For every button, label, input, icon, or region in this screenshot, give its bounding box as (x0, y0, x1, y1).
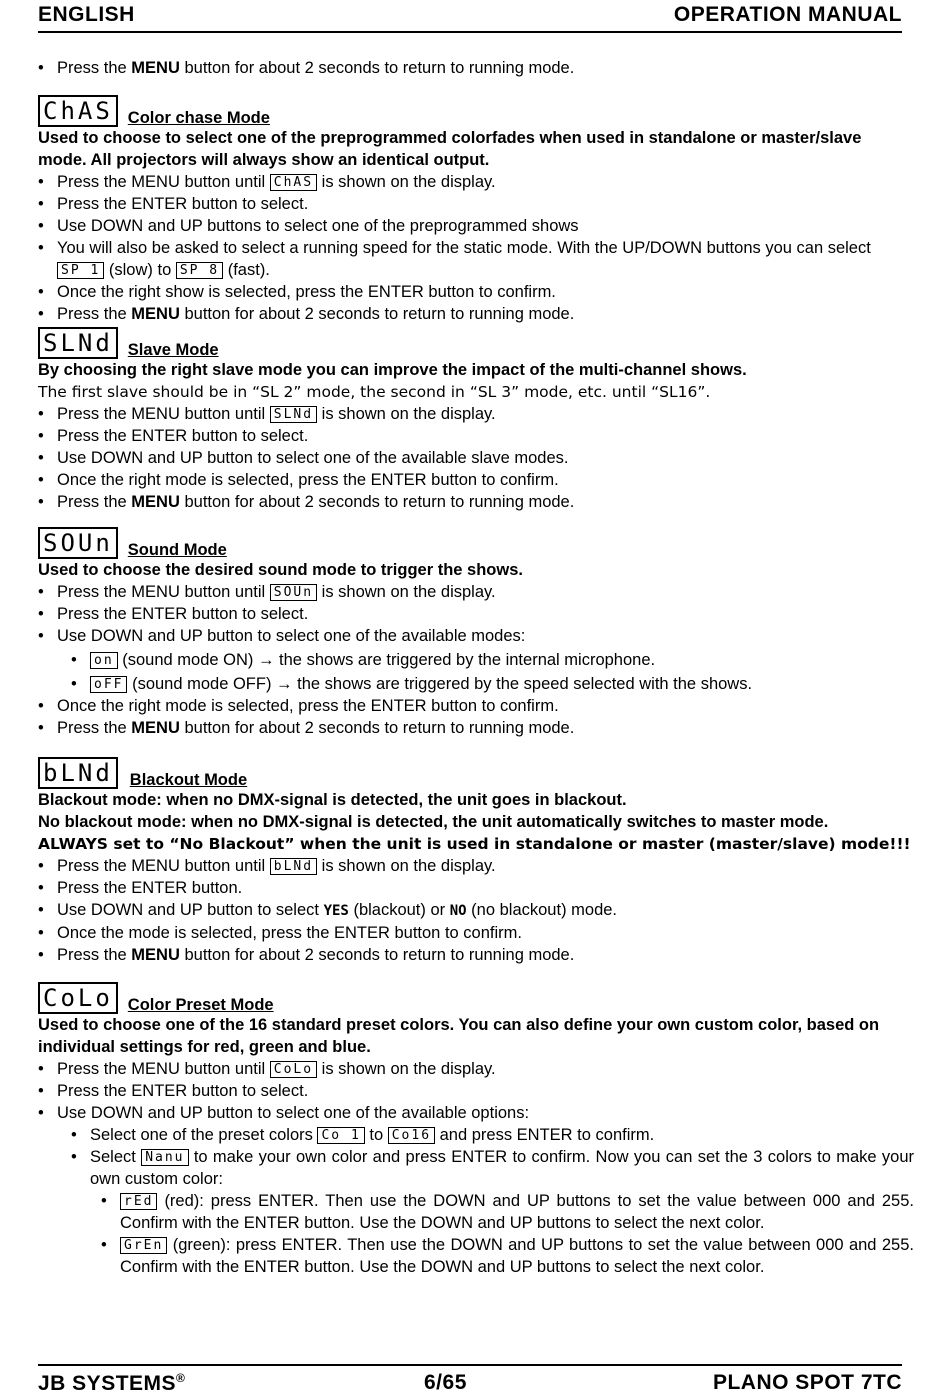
list-item: • Once the mode is selected, press the ENTER button to confirm. (38, 922, 914, 944)
lcd-display-icon: SOUn (270, 584, 317, 601)
list-item: • You will also be asked to select a running speed for the static mode. With the UP/DOWN buttons you can select SP 1 (slow) to SP 8 (fast). (38, 237, 914, 281)
section-color-chase (38, 95, 914, 325)
section-slave-mode (38, 327, 914, 513)
section-title (38, 327, 914, 359)
section-description: Used to choose to select one of the preprogrammed colorfades when used in standalone or master/slave mode. All projectors will always show an identical output. (38, 129, 862, 169)
section-heading: Slave Mode (127, 341, 219, 359)
sub-list (71, 649, 914, 695)
steps-list (38, 403, 914, 513)
list-item: • Press the MENU button until SOUn is shown on the display. (38, 581, 914, 603)
list-item: • Once the right mode is selected, press the ENTER button to confirm. (38, 695, 914, 717)
lcd-display-icon: ChAS (38, 95, 118, 127)
list-item: • rEd (red): press ENTER. Then use the DOWN and UP buttons to set the value between 000 and 255. Confirm with the ENTER button. Use the DOWN and UP buttons to select the next color. (101, 1190, 914, 1234)
lcd-display-icon: SOUn (38, 527, 118, 559)
lcd-display-icon: SP 1 (57, 262, 104, 279)
lcd-display-icon: SLNd (270, 406, 317, 423)
list-item: • Press the ENTER button to select. (38, 193, 914, 215)
lcd-display-icon: ChAS (270, 174, 317, 191)
lcd-display-icon: Co16 (388, 1127, 435, 1144)
lcd-display-icon: GrEn (120, 1237, 167, 1254)
list-item: • Once the right show is selected, press the ENTER button to confirm. (38, 281, 914, 303)
list-item: • Use DOWN and UP button to select one of the available slave modes. (38, 447, 914, 469)
footer-product: PLANO SPOT 7TC (712, 1371, 902, 1394)
section-warning: ALWAYS set to “No Blackout” when the unit is used in standalone or master (master/slave) mode!!! (38, 835, 911, 853)
lcd-display-icon: bLNd (270, 858, 317, 875)
list-item: • Press the MENU button for about 2 seconds to return to running mode. (38, 57, 914, 79)
page-header (38, 0, 902, 33)
list-item: • Select Nanu to make your own color and press ENTER to confirm. Now you can set the 3 colors to make your own custom color: (71, 1146, 914, 1190)
section-blackout-mode (38, 757, 914, 966)
list-item: • Press the ENTER button to select. (38, 1080, 914, 1102)
section-title (38, 982, 914, 1014)
sub-list (71, 1124, 914, 1190)
section-note: The first slave should be in “SL 2” mode, the second in “SL 3” mode, etc. until “SL16”. (38, 383, 711, 401)
section-title (38, 95, 914, 127)
section-description: Used to choose one of the 16 standard preset colors. You can also define your own custom color, based on individual settings for red, green and blue. (38, 1016, 880, 1056)
lcd-display-icon: on (90, 652, 118, 669)
steps-list (38, 581, 914, 647)
footer-brand: JB SYSTEMS® (38, 1371, 186, 1395)
lcd-display-icon: Nanu (141, 1149, 188, 1166)
list-item: • Press the MENU button for about 2 seconds to return to running mode. (38, 717, 914, 739)
list-item: • Press the MENU button for about 2 seconds to return to running mode. (38, 491, 914, 513)
lcd-display-icon: rEd (120, 1193, 157, 1210)
list-item: • Use DOWN and UP button to select YES (blackout) or NO (no blackout) mode. (38, 899, 914, 922)
section-heading: Sound Mode (127, 541, 227, 559)
list-item: • Press the MENU button for about 2 seconds to return to running mode. (38, 303, 914, 325)
section-title (38, 527, 914, 559)
steps-list (38, 1058, 914, 1124)
segment-text: NO (449, 903, 467, 919)
steps-list (38, 855, 914, 966)
header-doc-type: OPERATION MANUAL (673, 3, 902, 26)
section-heading: Blackout Mode (129, 771, 248, 789)
section-sound-mode (38, 527, 914, 739)
section-description: Blackout mode: when no DMX-signal is detected, the unit goes in blackout. (38, 791, 627, 809)
lcd-display-icon: bLNd (38, 757, 118, 789)
intro-list (38, 57, 914, 79)
section-heading: Color chase Mode (127, 109, 270, 127)
header-language: ENGLISH (38, 3, 135, 26)
section-color-preset (38, 982, 914, 1278)
page-number: 6/65 (424, 1371, 467, 1394)
segment-text: YES (323, 903, 349, 919)
list-item: • Press the MENU button for about 2 seconds to return to running mode. (38, 944, 914, 966)
steps-list (38, 171, 914, 325)
list-item: • Press the MENU button until CoLo is shown on the display. (38, 1058, 914, 1080)
lcd-display-icon: Co 1 (317, 1127, 364, 1144)
lcd-display-icon: SP 8 (176, 262, 223, 279)
list-item: • Once the right mode is selected, press the ENTER button to confirm. (38, 469, 914, 491)
list-item: • on (sound mode ON) → the shows are triggered by the internal microphone. (71, 649, 914, 671)
page-content (38, 57, 914, 1278)
list-item: • Press the ENTER button to select. (38, 425, 914, 447)
lcd-display-icon: CoLo (270, 1061, 317, 1078)
list-item: • Press the MENU button until bLNd is shown on the display. (38, 855, 914, 877)
list-item: • Use DOWN and UP button to select one of the available options: (38, 1102, 914, 1124)
sub-sub-list (101, 1190, 914, 1278)
section-description: Used to choose the desired sound mode to trigger the shows. (38, 561, 523, 579)
lcd-display-icon: oFF (90, 676, 127, 693)
list-item: • Press the ENTER button to select. (38, 603, 914, 625)
list-item: • oFF (sound mode OFF) → the shows are triggered by the speed selected with the shows. (71, 673, 914, 695)
section-description: By choosing the right slave mode you can improve the impact of the multi-channel shows. (38, 361, 747, 379)
list-item: • Select one of the preset colors Co 1 to Co16 and press ENTER to confirm. (71, 1124, 914, 1146)
section-description: No blackout mode: when no DMX-signal is detected, the unit automatically switches to master mode. (38, 813, 829, 831)
steps-list (38, 695, 914, 739)
page-footer (38, 1364, 902, 1399)
list-item: • Use DOWN and UP button to select one of the available modes: (38, 625, 914, 647)
list-item: • Press the MENU button until ChAS is shown on the display. (38, 171, 914, 193)
lcd-display-icon: SLNd (38, 327, 118, 359)
list-item: • Use DOWN and UP buttons to select one of the preprogrammed shows (38, 215, 914, 237)
list-item: • GrEn (green): press ENTER. Then use the DOWN and UP buttons to set the value between 000 and 255. Confirm with the ENTER button. Use the DOWN and UP buttons to select the next color. (101, 1234, 914, 1278)
section-title (38, 757, 914, 789)
list-item: • Press the ENTER button. (38, 877, 914, 899)
section-heading: Color Preset Mode (127, 996, 274, 1014)
list-item: • Press the MENU button until SLNd is shown on the display. (38, 403, 914, 425)
lcd-display-icon: CoLo (38, 982, 118, 1014)
